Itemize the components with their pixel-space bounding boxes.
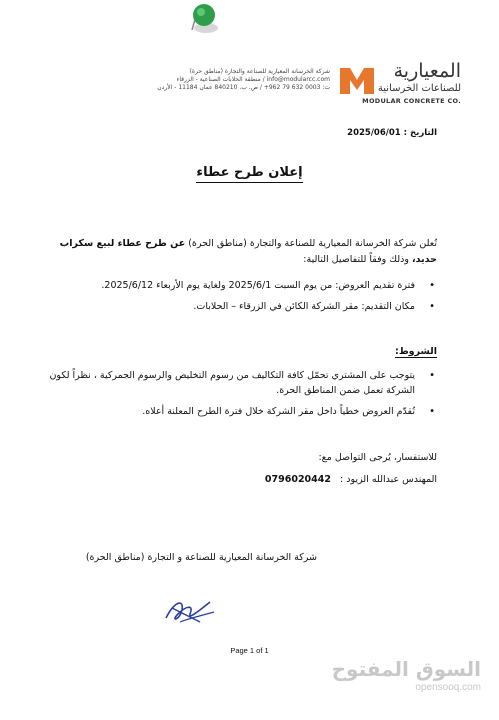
list-item: • فترة تقديم العروض: من يوم السبت 2025/6/1 ولغاية يوم الأربعاء 2025/6/12. — [47, 278, 437, 293]
document-date — [347, 128, 437, 138]
company-contact — [150, 68, 330, 92]
company-name-footer: شركة الخرسانة المعيارية للصناعة و التجارة (مناطق الحرة) — [85, 552, 317, 563]
page-title — [0, 165, 499, 180]
terms-heading-text: الشروط: — [395, 346, 437, 357]
watermark-en: opensooq.com — [415, 682, 481, 693]
push-pin-icon — [184, 2, 224, 36]
brand-subtitle-ar: للصناعات الخرسانية — [377, 83, 461, 94]
list-item: • يتوجب على المشتري تحمّل كافة التكاليف من رسوم التخليص والرسوم الجمركية ، نظراً لكون الشركة تعمل ضمن المناطق الحرة. — [47, 368, 437, 398]
date-value: 2025/06/01 — [347, 128, 401, 138]
page-number: Page 1 of 1 — [230, 646, 269, 655]
intro-text-end: وذلك وفقاً للتفاصيل التالية: — [303, 254, 412, 265]
watermark-ar: السوق المفتوح — [331, 657, 481, 681]
contact-line: info@modularcc.com / منطقة الحلابات الصناعية - الزرقاء — [176, 76, 330, 83]
contact-line: شركة الخرسانة المعيارية للصناعة والتجارة (مناطق حرة) — [189, 68, 330, 75]
date-label: التاريخ : — [403, 128, 437, 138]
details-list — [47, 278, 437, 320]
terms-heading — [395, 346, 437, 357]
intro-paragraph — [37, 236, 437, 268]
list-item: • مكان التقديم: مقر الشركة الكائن في الزرقاء – الحلابات. — [47, 299, 437, 314]
intro-text: تُعلن شركة الخرسانة المعيارية للصناعة والتجارة (مناطق الحرة) — [185, 238, 437, 249]
list-item: • تُقدّم العروض خطياً داخل مقر الشركة خلال فترة الطرح المعلنة أعلاه. — [47, 404, 437, 419]
terms-list — [47, 368, 437, 425]
brand-block — [362, 60, 461, 105]
contact-line: ت: 0003 632 79 962+ / ص. ب. 840210 عمان 11184 - الأردن — [157, 84, 330, 91]
watermark — [332, 658, 481, 693]
engineer-phone: 0796020442 — [264, 474, 331, 485]
title-text: إعلان طرح عطاء — [196, 165, 302, 183]
intro-bold-text: عن طرح عطاء لبيع سكراب حديد، — [59, 238, 437, 265]
contact-person — [265, 474, 437, 485]
brand-name-en: MODULAR CONCRETE CO. — [362, 97, 461, 105]
brand-name-ar: المعيارية — [393, 60, 461, 82]
signature-icon — [160, 588, 220, 628]
engineer-name: المهندس عبدالله الزيود : — [340, 474, 437, 485]
inquiry-text: للاستفسار، يُرجى التواصل مع: — [318, 452, 437, 463]
